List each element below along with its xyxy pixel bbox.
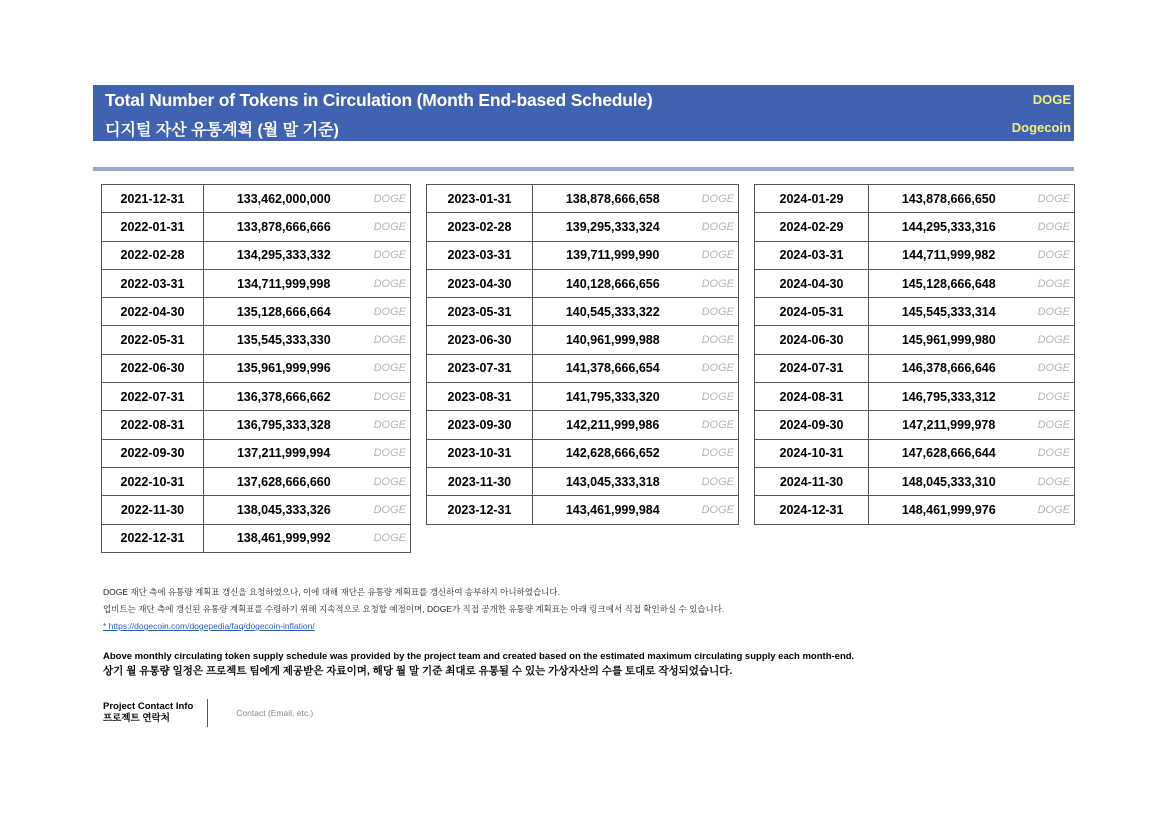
table-row: [427, 439, 739, 467]
unit-cell: DOGE: [364, 298, 411, 326]
unit-cell: DOGE: [364, 467, 411, 495]
table-row: [102, 269, 411, 297]
date-cell: 2023-04-30: [427, 269, 533, 297]
page-title-en: Total Number of Tokens in Circulation (Month End-based Schedule): [105, 90, 653, 110]
amount-cell: 148,045,333,310: [869, 467, 1029, 495]
table-row: [427, 298, 739, 326]
inflation-link[interactable]: * https://dogecoin.com/dogepedia/faq/dogecoin-inflation/: [103, 621, 315, 631]
unit-cell: DOGE: [693, 326, 739, 354]
amount-cell: 147,211,999,978: [869, 411, 1029, 439]
amount-cell: 133,878,666,666: [204, 213, 364, 241]
contact-label: [103, 701, 207, 725]
amount-cell: 139,295,333,324: [533, 213, 693, 241]
amount-cell: 133,462,000,000: [204, 185, 364, 213]
schedule-table-2024: [754, 184, 1075, 525]
date-cell: 2022-10-31: [102, 467, 204, 495]
table-row: [755, 326, 1075, 354]
unit-cell: DOGE: [1029, 467, 1075, 495]
amount-cell: 136,795,333,328: [204, 411, 364, 439]
amount-cell: 139,711,999,990: [533, 241, 693, 269]
amount-cell: 140,961,999,988: [533, 326, 693, 354]
date-cell: 2024-02-29: [755, 213, 869, 241]
table-row: [755, 383, 1075, 411]
table-row: [102, 383, 411, 411]
table-row: [755, 467, 1075, 495]
table-row: [755, 213, 1075, 241]
token-name: Dogecoin: [1011, 120, 1071, 135]
date-cell: 2022-12-31: [102, 524, 204, 552]
table-row: [102, 524, 411, 552]
unit-cell: DOGE: [1029, 298, 1075, 326]
date-cell: 2022-03-31: [102, 269, 204, 297]
table-row: [427, 213, 739, 241]
amount-cell: 148,461,999,976: [869, 496, 1029, 524]
table-row: [427, 185, 739, 213]
page-title-ko: 디지털 자산 유통계획 (월 말 기준): [105, 122, 339, 139]
amount-cell: 143,461,999,984: [533, 496, 693, 524]
amount-cell: 137,211,999,994: [204, 439, 364, 467]
date-cell: 2023-05-31: [427, 298, 533, 326]
unit-cell: DOGE: [693, 496, 739, 524]
amount-cell: 138,045,333,326: [204, 496, 364, 524]
token-ticker: DOGE: [1032, 92, 1071, 107]
unit-cell: DOGE: [364, 524, 411, 552]
header-band: [93, 85, 1074, 141]
date-cell: 2024-04-30: [755, 269, 869, 297]
statement-en: Above monthly circulating token supply schedule was provided by the project team and created based on the estimated maximum circulating supply each month-end.: [103, 651, 855, 662]
notes: [103, 584, 724, 635]
date-cell: 2022-11-30: [102, 496, 204, 524]
unit-cell: DOGE: [364, 383, 411, 411]
amount-cell: 145,545,333,314: [869, 298, 1029, 326]
unit-cell: DOGE: [364, 185, 411, 213]
date-cell: 2023-02-28: [427, 213, 533, 241]
unit-cell: DOGE: [364, 411, 411, 439]
date-cell: 2024-06-30: [755, 326, 869, 354]
table-row: [755, 496, 1075, 524]
unit-cell: DOGE: [1029, 439, 1075, 467]
date-cell: 2024-01-29: [755, 185, 869, 213]
unit-cell: DOGE: [1029, 354, 1075, 382]
statement-ko: 상기 월 유통량 일정은 프로젝트 팀에게 제공받은 자료이며, 해당 월 말 기준 최대로 유통될 수 있는 가상자산의 수를 토대로 작성되었습니다.: [103, 665, 733, 677]
unit-cell: DOGE: [1029, 383, 1075, 411]
table-row: [102, 411, 411, 439]
amount-cell: 135,128,666,664: [204, 298, 364, 326]
unit-cell: DOGE: [1029, 269, 1075, 297]
table-row: [102, 241, 411, 269]
table-row: [102, 467, 411, 495]
table-row: [102, 354, 411, 382]
unit-cell: DOGE: [364, 213, 411, 241]
schedule-table-2023: [426, 184, 739, 525]
amount-cell: 144,295,333,316: [869, 213, 1029, 241]
disclaimer-statement: [103, 650, 854, 678]
date-cell: 2022-06-30: [102, 354, 204, 382]
unit-cell: DOGE: [364, 241, 411, 269]
date-cell: 2023-03-31: [427, 241, 533, 269]
table-row: [102, 326, 411, 354]
amount-cell: 135,961,999,996: [204, 354, 364, 382]
table-row: [102, 213, 411, 241]
unit-cell: DOGE: [364, 354, 411, 382]
unit-cell: DOGE: [364, 326, 411, 354]
unit-cell: DOGE: [1029, 213, 1075, 241]
amount-cell: 146,378,666,646: [869, 354, 1029, 382]
unit-cell: DOGE: [364, 496, 411, 524]
table-row: [102, 439, 411, 467]
amount-cell: 134,711,999,998: [204, 269, 364, 297]
date-cell: 2023-09-30: [427, 411, 533, 439]
unit-cell: DOGE: [693, 241, 739, 269]
amount-cell: 140,128,666,656: [533, 269, 693, 297]
unit-cell: DOGE: [693, 383, 739, 411]
contact-label-ko: 프로젝트 연락처: [103, 713, 170, 724]
date-cell: 2022-07-31: [102, 383, 204, 411]
unit-cell: DOGE: [693, 213, 739, 241]
contact-value: Contact (Email, etc.): [236, 708, 314, 718]
table-row: [427, 354, 739, 382]
unit-cell: DOGE: [693, 411, 739, 439]
unit-cell: DOGE: [1029, 185, 1075, 213]
table-row: [427, 383, 739, 411]
date-cell: 2023-08-31: [427, 383, 533, 411]
unit-cell: DOGE: [1029, 326, 1075, 354]
table-row: [427, 411, 739, 439]
table-row: [755, 269, 1075, 297]
amount-cell: 142,628,666,652: [533, 439, 693, 467]
date-cell: 2022-02-28: [102, 241, 204, 269]
amount-cell: 141,795,333,320: [533, 383, 693, 411]
contact-section: [103, 699, 313, 727]
amount-cell: 143,878,666,650: [869, 185, 1029, 213]
amount-cell: 138,878,666,658: [533, 185, 693, 213]
amount-cell: 144,711,999,982: [869, 241, 1029, 269]
unit-cell: DOGE: [693, 298, 739, 326]
amount-cell: 141,378,666,654: [533, 354, 693, 382]
date-cell: 2024-08-31: [755, 383, 869, 411]
date-cell: 2024-05-31: [755, 298, 869, 326]
schedule-table-2022: [101, 184, 411, 553]
amount-cell: 140,545,333,322: [533, 298, 693, 326]
amount-cell: 136,378,666,662: [204, 383, 364, 411]
table-row: [102, 298, 411, 326]
date-cell: 2021-12-31: [102, 185, 204, 213]
amount-cell: 145,128,666,648: [869, 269, 1029, 297]
date-cell: 2023-06-30: [427, 326, 533, 354]
date-cell: 2022-05-31: [102, 326, 204, 354]
date-cell: 2023-12-31: [427, 496, 533, 524]
amount-cell: 145,961,999,980: [869, 326, 1029, 354]
date-cell: 2023-07-31: [427, 354, 533, 382]
date-cell: 2024-10-31: [755, 439, 869, 467]
table-row: [755, 185, 1075, 213]
table-row: [755, 439, 1075, 467]
table-row: [427, 467, 739, 495]
date-cell: 2022-08-31: [102, 411, 204, 439]
note-line-2: 업비트는 재단 측에 갱신된 유통량 계획표를 수령하기 위해 지속적으로 요청할 예정이며, DOGE가 직접 공개한 유통량 계획표는 아래 링크에서 직접 확인하실 수 있습니다.: [103, 604, 725, 614]
contact-label-en: Project Contact Info: [103, 701, 194, 712]
table-row: [102, 496, 411, 524]
date-cell: 2024-03-31: [755, 241, 869, 269]
date-cell: 2022-09-30: [102, 439, 204, 467]
unit-cell: DOGE: [693, 439, 739, 467]
note-line-1: DOGE 재단 측에 유통량 계획표 갱신을 요청하였으나, 이에 대해 재단은 유통량 계획표를 갱신하여 송부하지 아니하였습니다.: [103, 587, 560, 597]
unit-cell: DOGE: [1029, 411, 1075, 439]
amount-cell: 138,461,999,992: [204, 524, 364, 552]
date-cell: 2022-04-30: [102, 298, 204, 326]
date-cell: 2022-01-31: [102, 213, 204, 241]
amount-cell: 143,045,333,318: [533, 467, 693, 495]
amount-cell: 147,628,666,644: [869, 439, 1029, 467]
table-row: [427, 241, 739, 269]
amount-cell: 135,545,333,330: [204, 326, 364, 354]
unit-cell: DOGE: [364, 439, 411, 467]
unit-cell: DOGE: [1029, 241, 1075, 269]
date-cell: 2024-11-30: [755, 467, 869, 495]
date-cell: 2024-12-31: [755, 496, 869, 524]
unit-cell: DOGE: [1029, 496, 1075, 524]
amount-cell: 146,795,333,312: [869, 383, 1029, 411]
header-separator: [93, 167, 1074, 171]
date-cell: 2023-01-31: [427, 185, 533, 213]
unit-cell: DOGE: [364, 269, 411, 297]
table-row: [755, 241, 1075, 269]
date-cell: 2024-09-30: [755, 411, 869, 439]
unit-cell: DOGE: [693, 185, 739, 213]
table-row: [427, 269, 739, 297]
unit-cell: DOGE: [693, 467, 739, 495]
unit-cell: DOGE: [693, 269, 739, 297]
table-row: [427, 496, 739, 524]
date-cell: 2023-11-30: [427, 467, 533, 495]
date-cell: 2024-07-31: [755, 354, 869, 382]
date-cell: 2023-10-31: [427, 439, 533, 467]
table-row: [102, 185, 411, 213]
table-row: [755, 354, 1075, 382]
amount-cell: 134,295,333,332: [204, 241, 364, 269]
table-row: [427, 326, 739, 354]
unit-cell: DOGE: [693, 354, 739, 382]
table-row: [755, 411, 1075, 439]
table-row: [755, 298, 1075, 326]
amount-cell: 142,211,999,986: [533, 411, 693, 439]
amount-cell: 137,628,666,660: [204, 467, 364, 495]
